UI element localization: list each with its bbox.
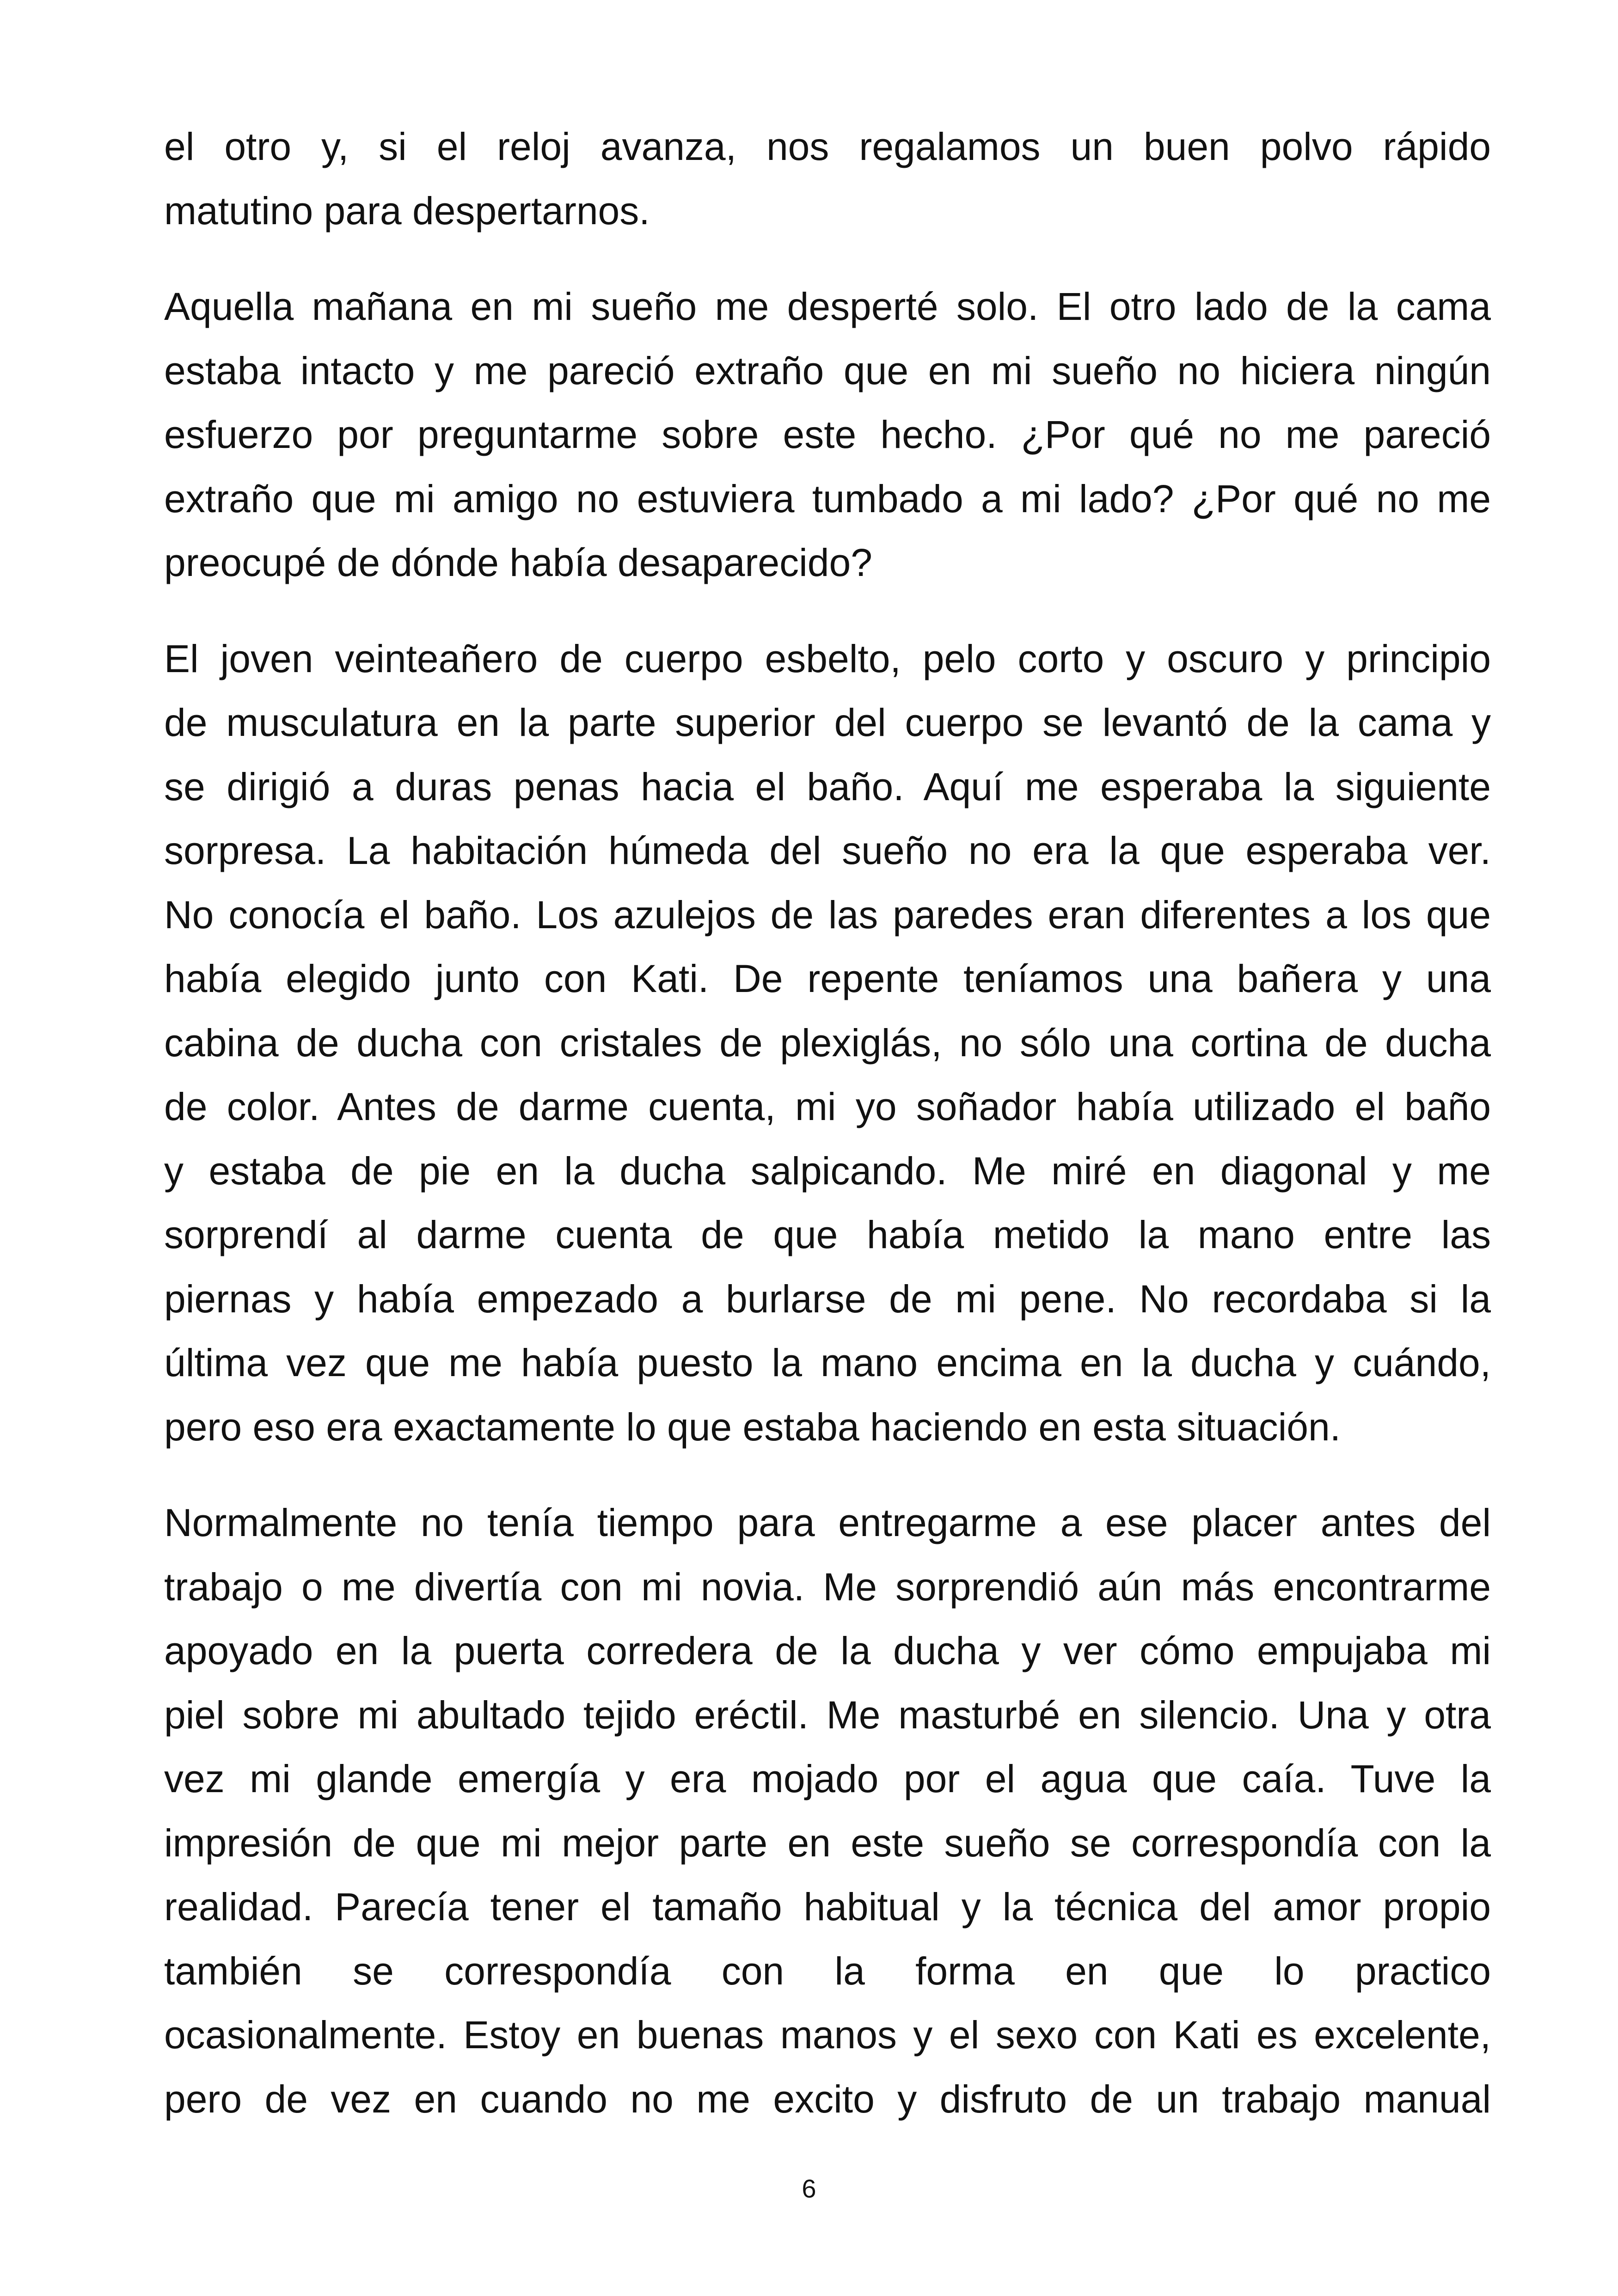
text-line: piernas y había empezado a burlarse de mi pene. No recordaba si la xyxy=(164,1277,1491,1321)
text-line: trabajo o me divertía con mi novia. Me sorprendió aún más encontrarme xyxy=(164,1565,1491,1609)
text-line: también se correspondía con la forma en que lo practico xyxy=(164,1949,1491,1993)
text-line: pero eso era exactamente lo que estaba haciendo en esta situación. xyxy=(164,1405,1341,1449)
text-line: esfuerzo por preguntarme sobre este hecho. ¿Por qué no me pareció xyxy=(164,413,1491,456)
text-line: impresión de que mi mejor parte en este sueño se correspondía con la xyxy=(164,1821,1491,1865)
text-line: No conocía el baño. Los azulejos de las paredes eran diferentes a los que xyxy=(164,893,1491,937)
text-line: ocasionalmente. Estoy en buenas manos y el sexo con Kati es excelente, xyxy=(164,2013,1491,2057)
text-line: sorprendí al darme cuenta de que había metido la mano entre las xyxy=(164,1213,1491,1256)
paragraph xyxy=(164,275,1491,595)
text-line: de color. Antes de darme cuenta, mi yo soñador había utilizado el baño xyxy=(164,1085,1491,1128)
text-line: vez mi glande emergía y era mojado por el agua que caía. Tuve la xyxy=(164,1757,1491,1800)
text-line: apoyado en la puerta corredera de la ducha y ver cómo empujaba mi xyxy=(164,1629,1491,1672)
text-line: había elegido junto con Kati. De repente teníamos una bañera y una xyxy=(164,957,1491,1000)
text-line: Normalmente no tenía tiempo para entregarme a ese placer antes del xyxy=(164,1501,1491,1544)
text-line: última vez que me había puesto la mano encima en la ducha y cuándo, xyxy=(164,1341,1491,1384)
page-number: 6 xyxy=(802,2174,816,2203)
paragraph xyxy=(164,627,1491,1459)
page-body xyxy=(164,115,1491,2163)
text-line: extraño que mi amigo no estuviera tumbado a mi lado? ¿Por qué no me xyxy=(164,477,1491,520)
text-line: cabina de ducha con cristales de plexiglás, no sólo una cortina de ducha xyxy=(164,1021,1491,1065)
text-line: y estaba de pie en la ducha salpicando. Me miré en diagonal y me xyxy=(164,1149,1491,1193)
text-line: El joven veinteañero de cuerpo esbelto, pelo corto y oscuro y principio xyxy=(164,637,1491,680)
text-line: matutino para despertarnos. xyxy=(164,189,650,233)
text-line: de musculatura en la parte superior del cuerpo se levantó de la cama y xyxy=(164,701,1491,744)
text-line: piel sobre mi abultado tejido eréctil. Me masturbé en silencio. Una y otra xyxy=(164,1693,1491,1737)
paragraph xyxy=(164,1491,1491,2131)
text-line: preocupé de dónde había desaparecido? xyxy=(164,541,872,584)
text-line: se dirigió a duras penas hacia el baño. Aquí me esperaba la siguiente xyxy=(164,765,1491,808)
text-line: el otro y, si el reloj avanza, nos regalamos un buen polvo rápido xyxy=(164,125,1491,168)
text-line: Aquella mañana en mi sueño me desperté solo. El otro lado de la cama xyxy=(164,285,1491,328)
text-line: realidad. Parecía tener el tamaño habitual y la técnica del amor propio xyxy=(164,1885,1491,1929)
text-line: pero de vez en cuando no me excito y disfruto de un trabajo manual xyxy=(164,2077,1491,2121)
text-line: estaba intacto y me pareció extraño que en mi sueño no hiciera ningún xyxy=(164,349,1491,392)
text-line: sorpresa. La habitación húmeda del sueño no era la que esperaba ver. xyxy=(164,829,1491,872)
paragraph xyxy=(164,115,1491,243)
